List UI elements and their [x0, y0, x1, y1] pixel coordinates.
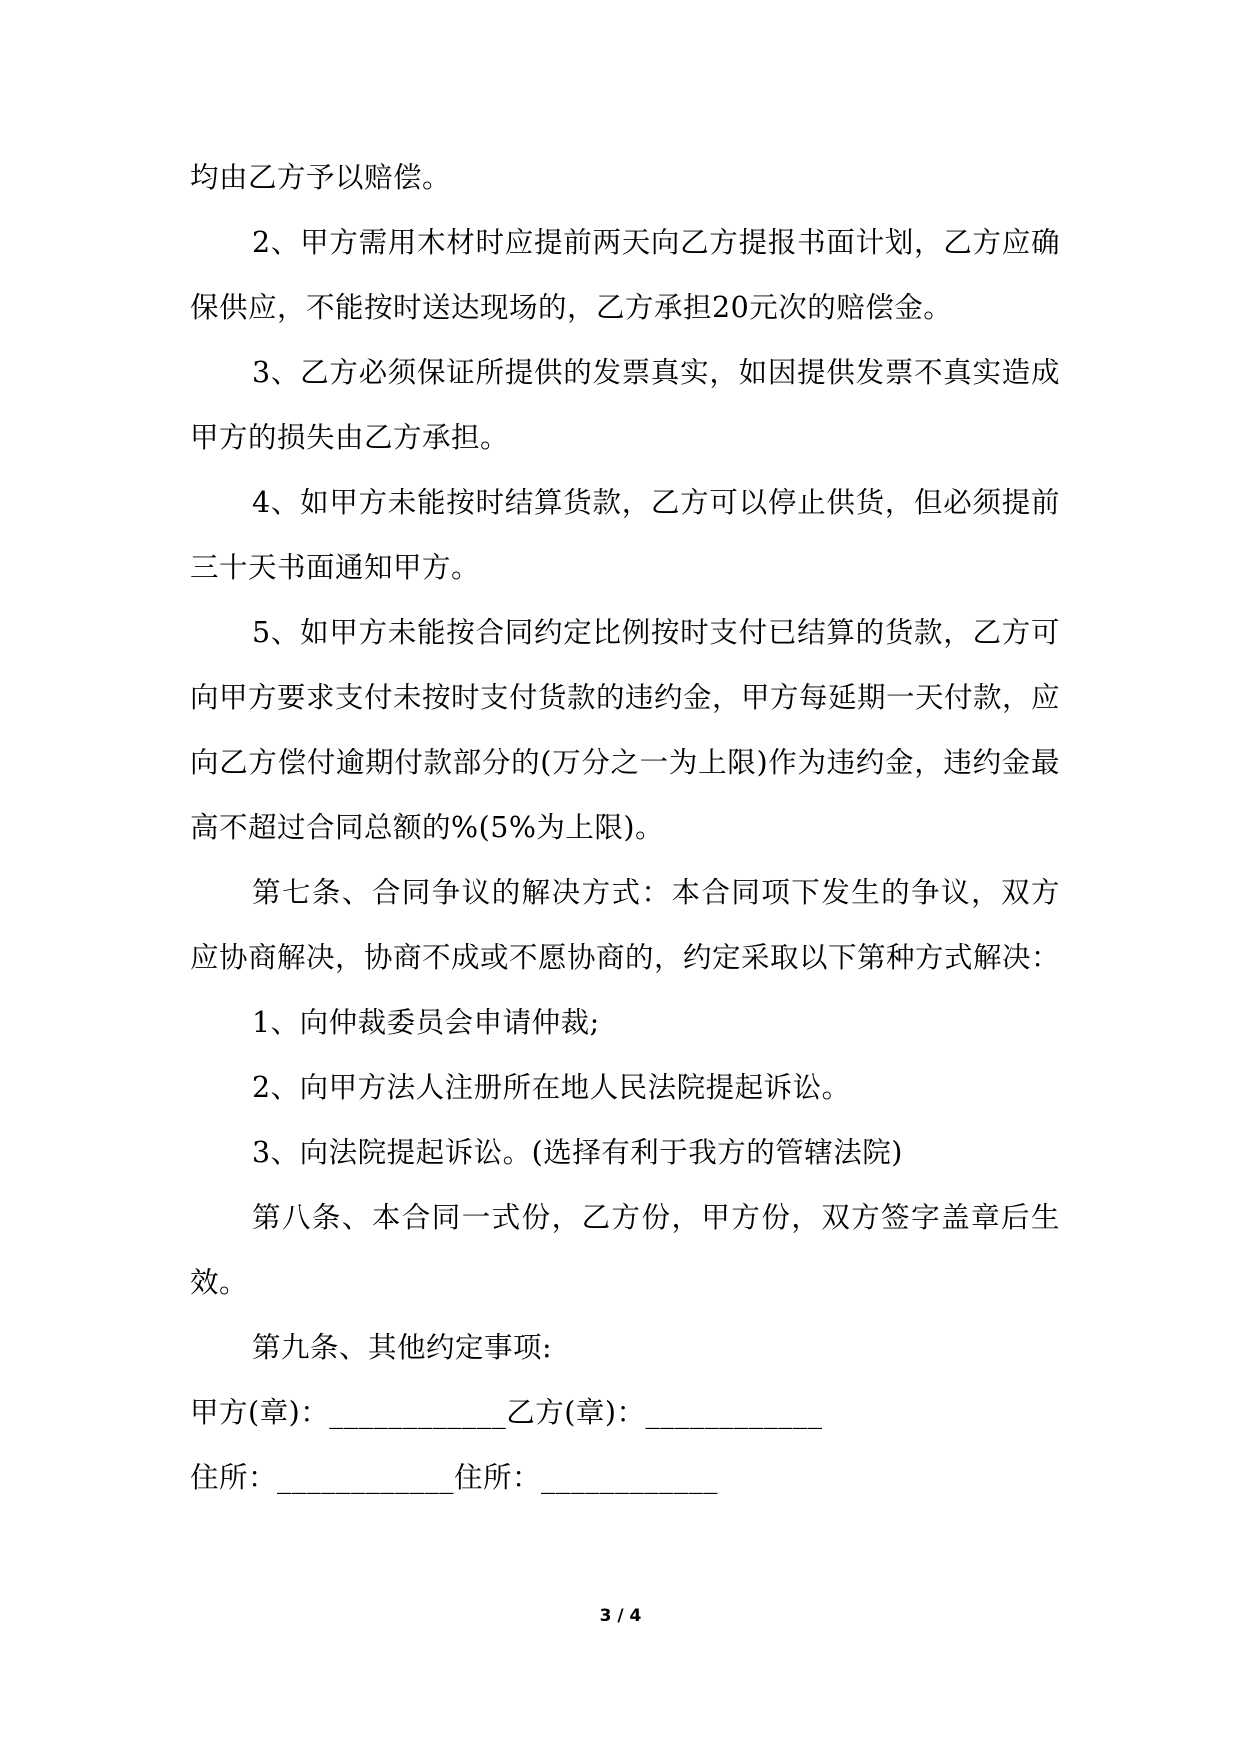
signature-seal-line: 甲方(章)：____________乙方(章)：____________ — [190, 1396, 823, 1429]
paragraph-clause-5: 5、如甲方未能按合同约定比例按时支付已结算的货款，乙方可向甲方要求支付未按时支付货款的违约金，甲方每延期一天付款，应向乙方偿付逾期付款部分的(万分之一为上限)作为违约金，违约金最高不超过合同总额的%(5%为上限)。 — [190, 616, 1061, 844]
paragraph-article-7: 第七条、合同争议的解决方式：本合同项下发生的争议，双方应协商解决，协商不成或不愿协商的，约定采取以下第种方式解决： — [190, 876, 1061, 974]
paragraph-clause-4: 4、如甲方未能按时结算货款，乙方可以停止供货，但必须提前三十天书面通知甲方。 — [190, 486, 1060, 584]
paragraph-option-1: 1、向仲裁委员会申请仲裁; — [252, 1006, 600, 1039]
paragraph-article-8: 第八条、本合同一式份，乙方份，甲方份，双方签字盖章后生效。 — [190, 1201, 1060, 1299]
paragraph-compensation-end: 均由乙方予以赔偿。 — [190, 161, 452, 194]
paragraph-option-3: 3、向法院提起诉讼。(选择有利于我方的管辖法院) — [252, 1136, 903, 1169]
paragraph-option-2: 2、向甲方法人注册所在地人民法院提起诉讼。 — [252, 1071, 851, 1104]
page-number: 3 / 4 — [599, 1606, 642, 1626]
signature-address-line: 住所：____________住所：____________ — [190, 1461, 719, 1494]
paragraph-clause-3: 3、乙方必须保证所提供的发票真实，如因提供发票不真实造成甲方的损失由乙方承担。 — [190, 356, 1060, 454]
document-body — [190, 145, 1060, 1510]
paragraph-article-9: 第九条、其他约定事项: — [252, 1331, 553, 1364]
paragraph-clause-2: 2、甲方需用木材时应提前两天向乙方提报书面计划，乙方应确保供应，不能按时送达现场的，乙方承担20元次的赔偿金。 — [190, 226, 1060, 324]
